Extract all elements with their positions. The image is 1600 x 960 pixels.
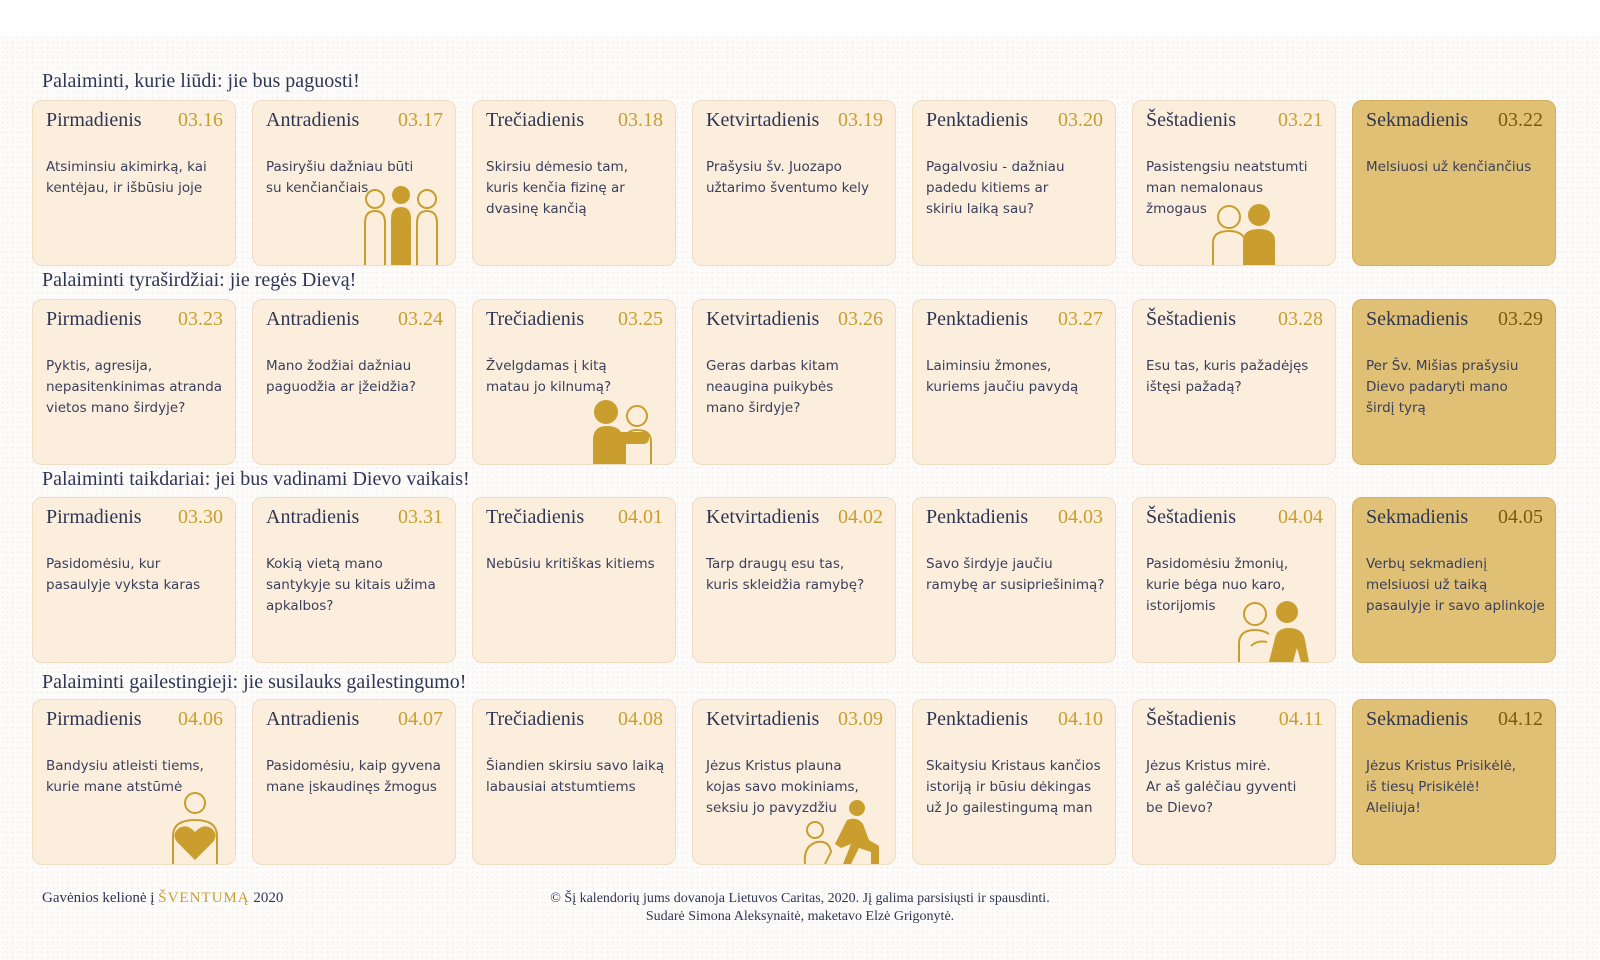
- day-name: Penktadienis: [926, 506, 1029, 528]
- day-header: [46, 708, 223, 731]
- consoling-icon: [1235, 600, 1317, 662]
- day-task: Pasiryšiu dažniau būti su kenčiančiais: [266, 159, 414, 196]
- footer-brand: ŠVENTUMĄ: [158, 890, 250, 906]
- day-card: [1352, 699, 1556, 865]
- day-header: [266, 308, 443, 331]
- day-header: [1146, 308, 1323, 331]
- week-heading: Palaiminti gailestingieji: jie susilauks gailestingumo!: [42, 671, 467, 693]
- day-task: Pasidomėsiu, kaip gyvena mane įskaudinęs žmogus: [266, 758, 441, 795]
- day-name: Šeštadienis: [1146, 708, 1236, 730]
- day-task: Jėzus Kristus mirė. Ar aš galėčiau gyventi be Dievo?: [1146, 758, 1297, 816]
- day-card: [472, 100, 676, 266]
- day-task: Jėzus Kristus plauna kojas savo mokiniams, seksiu jo pavyzdžiu: [706, 758, 859, 816]
- credit-line-1: © Šį kalendorių jums dovanoja Lietuvos Caritas, 2020. Jį galima parsisiųsti ir spausdinti.: [550, 891, 1050, 906]
- day-task: Pyktis, agresija, nepasitenkinimas atranda vietos mano širdyje?: [46, 358, 223, 416]
- day-header: [486, 506, 663, 529]
- day-card: [692, 497, 896, 663]
- day-card: [692, 299, 896, 465]
- day-header: [1366, 708, 1543, 731]
- day-date: 03.23: [178, 308, 223, 330]
- day-header: [266, 109, 443, 132]
- credit-line-2: Sudarė Simona Aleksynaitė, maketavo Elzė Grigonytė.: [645, 909, 955, 924]
- day-name: Sekmadienis: [1366, 308, 1469, 330]
- day-card: [1352, 299, 1556, 465]
- day-name: Antradienis: [266, 308, 360, 330]
- day-task: Verbų sekmadienį melsiuosi už taiką pasaulyje ir savo aplinkoje: [1366, 556, 1545, 614]
- footer-credits: [480, 890, 1120, 926]
- day-task: Skirsiu dėmesio tam, kuris kenčia fizinę ar dvasinę kančią: [486, 159, 628, 217]
- day-date: 03.28: [1278, 308, 1323, 330]
- day-card: [32, 100, 236, 266]
- day-task: Bandysiu atleisti tiems, kurie mane atstūmė: [46, 758, 204, 795]
- day-card: [472, 299, 676, 465]
- day-name: Sekmadienis: [1366, 109, 1469, 131]
- week-heading: Palaiminti, kurie liūdi: jie bus paguosti!: [42, 70, 360, 92]
- three-people-icon: [361, 185, 441, 265]
- day-card: [912, 497, 1116, 663]
- day-card: [1132, 497, 1336, 663]
- day-name: Sekmadienis: [1366, 708, 1469, 730]
- day-task: Geras darbas kitam neaugina puikybės mano širdyje?: [706, 358, 839, 416]
- day-task: Nebūsiu kritiškas kitiems: [486, 556, 655, 572]
- day-card: [252, 699, 456, 865]
- day-date: 04.07: [398, 708, 443, 730]
- day-card: [1132, 699, 1336, 865]
- day-header: [706, 308, 883, 331]
- day-name: Šeštadienis: [1146, 308, 1236, 330]
- day-date: 03.30: [178, 506, 223, 528]
- day-card: [912, 100, 1116, 266]
- day-date: 03.19: [838, 109, 883, 131]
- footer-year: 2020: [253, 890, 284, 906]
- day-name: Pirmadienis: [46, 308, 142, 330]
- day-name: Antradienis: [266, 506, 360, 528]
- day-date: 03.17: [398, 109, 443, 131]
- day-date: 03.09: [838, 708, 883, 730]
- week-heading: Palaiminti taikdariai: jei bus vadinami Dievo vaikais!: [42, 468, 470, 490]
- day-header: [926, 708, 1103, 731]
- day-date: 04.10: [1058, 708, 1103, 730]
- day-card: [32, 299, 236, 465]
- top-band: [0, 0, 1600, 36]
- day-task: Melsiuosi už kenčiančius: [1366, 159, 1532, 175]
- day-card: [32, 699, 236, 865]
- day-header: [706, 109, 883, 132]
- day-header: [486, 109, 663, 132]
- day-name: Ketvirtadienis: [706, 308, 820, 330]
- day-card: [32, 497, 236, 663]
- day-header: [1146, 109, 1323, 132]
- day-header: [1146, 708, 1323, 731]
- day-task: Jėzus Kristus Prisikėlė, iš tiesų Prisikėlė! Aleliuja!: [1366, 758, 1517, 816]
- day-date: 04.08: [618, 708, 663, 730]
- day-date: 03.18: [618, 109, 663, 131]
- day-task: Mano žodžiai dažniau paguodžia ar įžeidžia?: [266, 358, 417, 395]
- heart-person-icon: [169, 792, 221, 864]
- day-name: Penktadienis: [926, 708, 1029, 730]
- day-task: Pagalvosiu - dažniau padedu kitiems ar skiriu laiką sau?: [926, 159, 1065, 217]
- day-name: Trečiadienis: [486, 308, 585, 330]
- day-card: [692, 699, 896, 865]
- footer-prefix: Gavėnios kelionė į: [42, 890, 155, 906]
- day-header: [486, 308, 663, 331]
- day-task: Skaitysiu Kristaus kančios istoriją ir būsiu dėkingas už Jo gailestingumą man: [926, 758, 1101, 816]
- day-date: 03.16: [178, 109, 223, 131]
- day-header: [266, 506, 443, 529]
- day-task: Pasidomėsiu, kur pasaulyje vyksta karas: [46, 556, 201, 593]
- day-date: 03.29: [1498, 308, 1543, 330]
- day-name: Ketvirtadienis: [706, 109, 820, 131]
- day-date: 03.27: [1058, 308, 1103, 330]
- day-name: Trečiadienis: [486, 708, 585, 730]
- day-header: [926, 506, 1103, 529]
- embrace-icon: [591, 398, 655, 464]
- day-card: [1352, 497, 1556, 663]
- day-card: [692, 100, 896, 266]
- day-date: 04.03: [1058, 506, 1103, 528]
- day-task: Tarp draugų esu tas, kuris skleidžia ramybę?: [706, 556, 865, 593]
- day-card: [252, 299, 456, 465]
- day-card: [912, 699, 1116, 865]
- day-date: 04.06: [178, 708, 223, 730]
- day-task: Kokią vietą mano santykyje su kitais užima apkalbos?: [266, 556, 436, 614]
- day-card: [472, 497, 676, 663]
- day-name: Pirmadienis: [46, 506, 142, 528]
- kneeling-icon: [801, 800, 885, 864]
- day-task: Esu tas, kuris pažadėjęs ištęsi pažadą?: [1146, 358, 1309, 395]
- day-card: [252, 497, 456, 663]
- day-date: 04.05: [1498, 506, 1543, 528]
- day-card: [472, 699, 676, 865]
- day-header: [926, 109, 1103, 132]
- day-name: Sekmadienis: [1366, 506, 1469, 528]
- day-date: 04.01: [618, 506, 663, 528]
- day-header: [1366, 109, 1543, 132]
- day-task: Prašysiu šv. Juozapo užtarimo šventumo kely: [706, 159, 870, 196]
- day-header: [926, 308, 1103, 331]
- day-task: Savo širdyje jaučiu ramybę ar susipriešinimą?: [926, 556, 1105, 593]
- day-name: Antradienis: [266, 109, 360, 131]
- day-card: [1132, 100, 1336, 266]
- day-task: Per Šv. Mišias prašysiu Dievo padaryti mano širdį tyrą: [1366, 358, 1519, 416]
- day-card: [252, 100, 456, 266]
- day-name: Penktadienis: [926, 109, 1029, 131]
- day-name: Trečiadienis: [486, 506, 585, 528]
- two-people-icon: [1207, 203, 1287, 265]
- day-header: [1366, 308, 1543, 331]
- day-header: [706, 506, 883, 529]
- footer-title: [42, 890, 283, 907]
- day-header: [1366, 506, 1543, 529]
- day-header: [266, 708, 443, 731]
- day-date: 04.04: [1278, 506, 1323, 528]
- day-date: 03.25: [618, 308, 663, 330]
- day-task: Pasidomėsiu žmonių, kurie bėga nuo karo, istorijomis: [1146, 556, 1289, 614]
- day-date: 03.31: [398, 506, 443, 528]
- day-name: Pirmadienis: [46, 109, 142, 131]
- day-name: Trečiadienis: [486, 109, 585, 131]
- day-date: 03.26: [838, 308, 883, 330]
- day-card: [1352, 100, 1556, 266]
- week-heading: Palaiminti tyraširdžiai: jie regės Dievą!: [42, 269, 357, 291]
- day-date: 04.12: [1498, 708, 1543, 730]
- day-name: Antradienis: [266, 708, 360, 730]
- day-card: [1132, 299, 1336, 465]
- day-name: Pirmadienis: [46, 708, 142, 730]
- day-date: 04.02: [838, 506, 883, 528]
- day-header: [1146, 506, 1323, 529]
- day-date: 03.22: [1498, 109, 1543, 131]
- day-date: 03.21: [1278, 109, 1323, 131]
- day-header: [46, 109, 223, 132]
- day-task: Šiandien skirsiu savo laiką labausiai atstumtiems: [486, 758, 665, 795]
- day-header: [706, 708, 883, 731]
- day-name: Ketvirtadienis: [706, 506, 820, 528]
- day-name: Ketvirtadienis: [706, 708, 820, 730]
- day-task: Atsiminsiu akimirką, kai kentėjau, ir išbūsiu joje: [46, 159, 207, 196]
- day-date: 04.11: [1278, 708, 1323, 730]
- day-task: Pasistengsiu neatstumti man nemalonaus žmogaus: [1146, 159, 1308, 217]
- day-date: 03.20: [1058, 109, 1103, 131]
- day-name: Penktadienis: [926, 308, 1029, 330]
- day-task: Laiminsiu žmones, kuriems jaučiu pavydą: [926, 358, 1079, 395]
- day-task: Žvelgdamas į kitą matau jo kilnumą?: [486, 358, 612, 395]
- day-header: [486, 708, 663, 731]
- day-card: [912, 299, 1116, 465]
- day-name: Šeštadienis: [1146, 506, 1236, 528]
- day-date: 03.24: [398, 308, 443, 330]
- day-header: [46, 506, 223, 529]
- day-header: [46, 308, 223, 331]
- day-name: Šeštadienis: [1146, 109, 1236, 131]
